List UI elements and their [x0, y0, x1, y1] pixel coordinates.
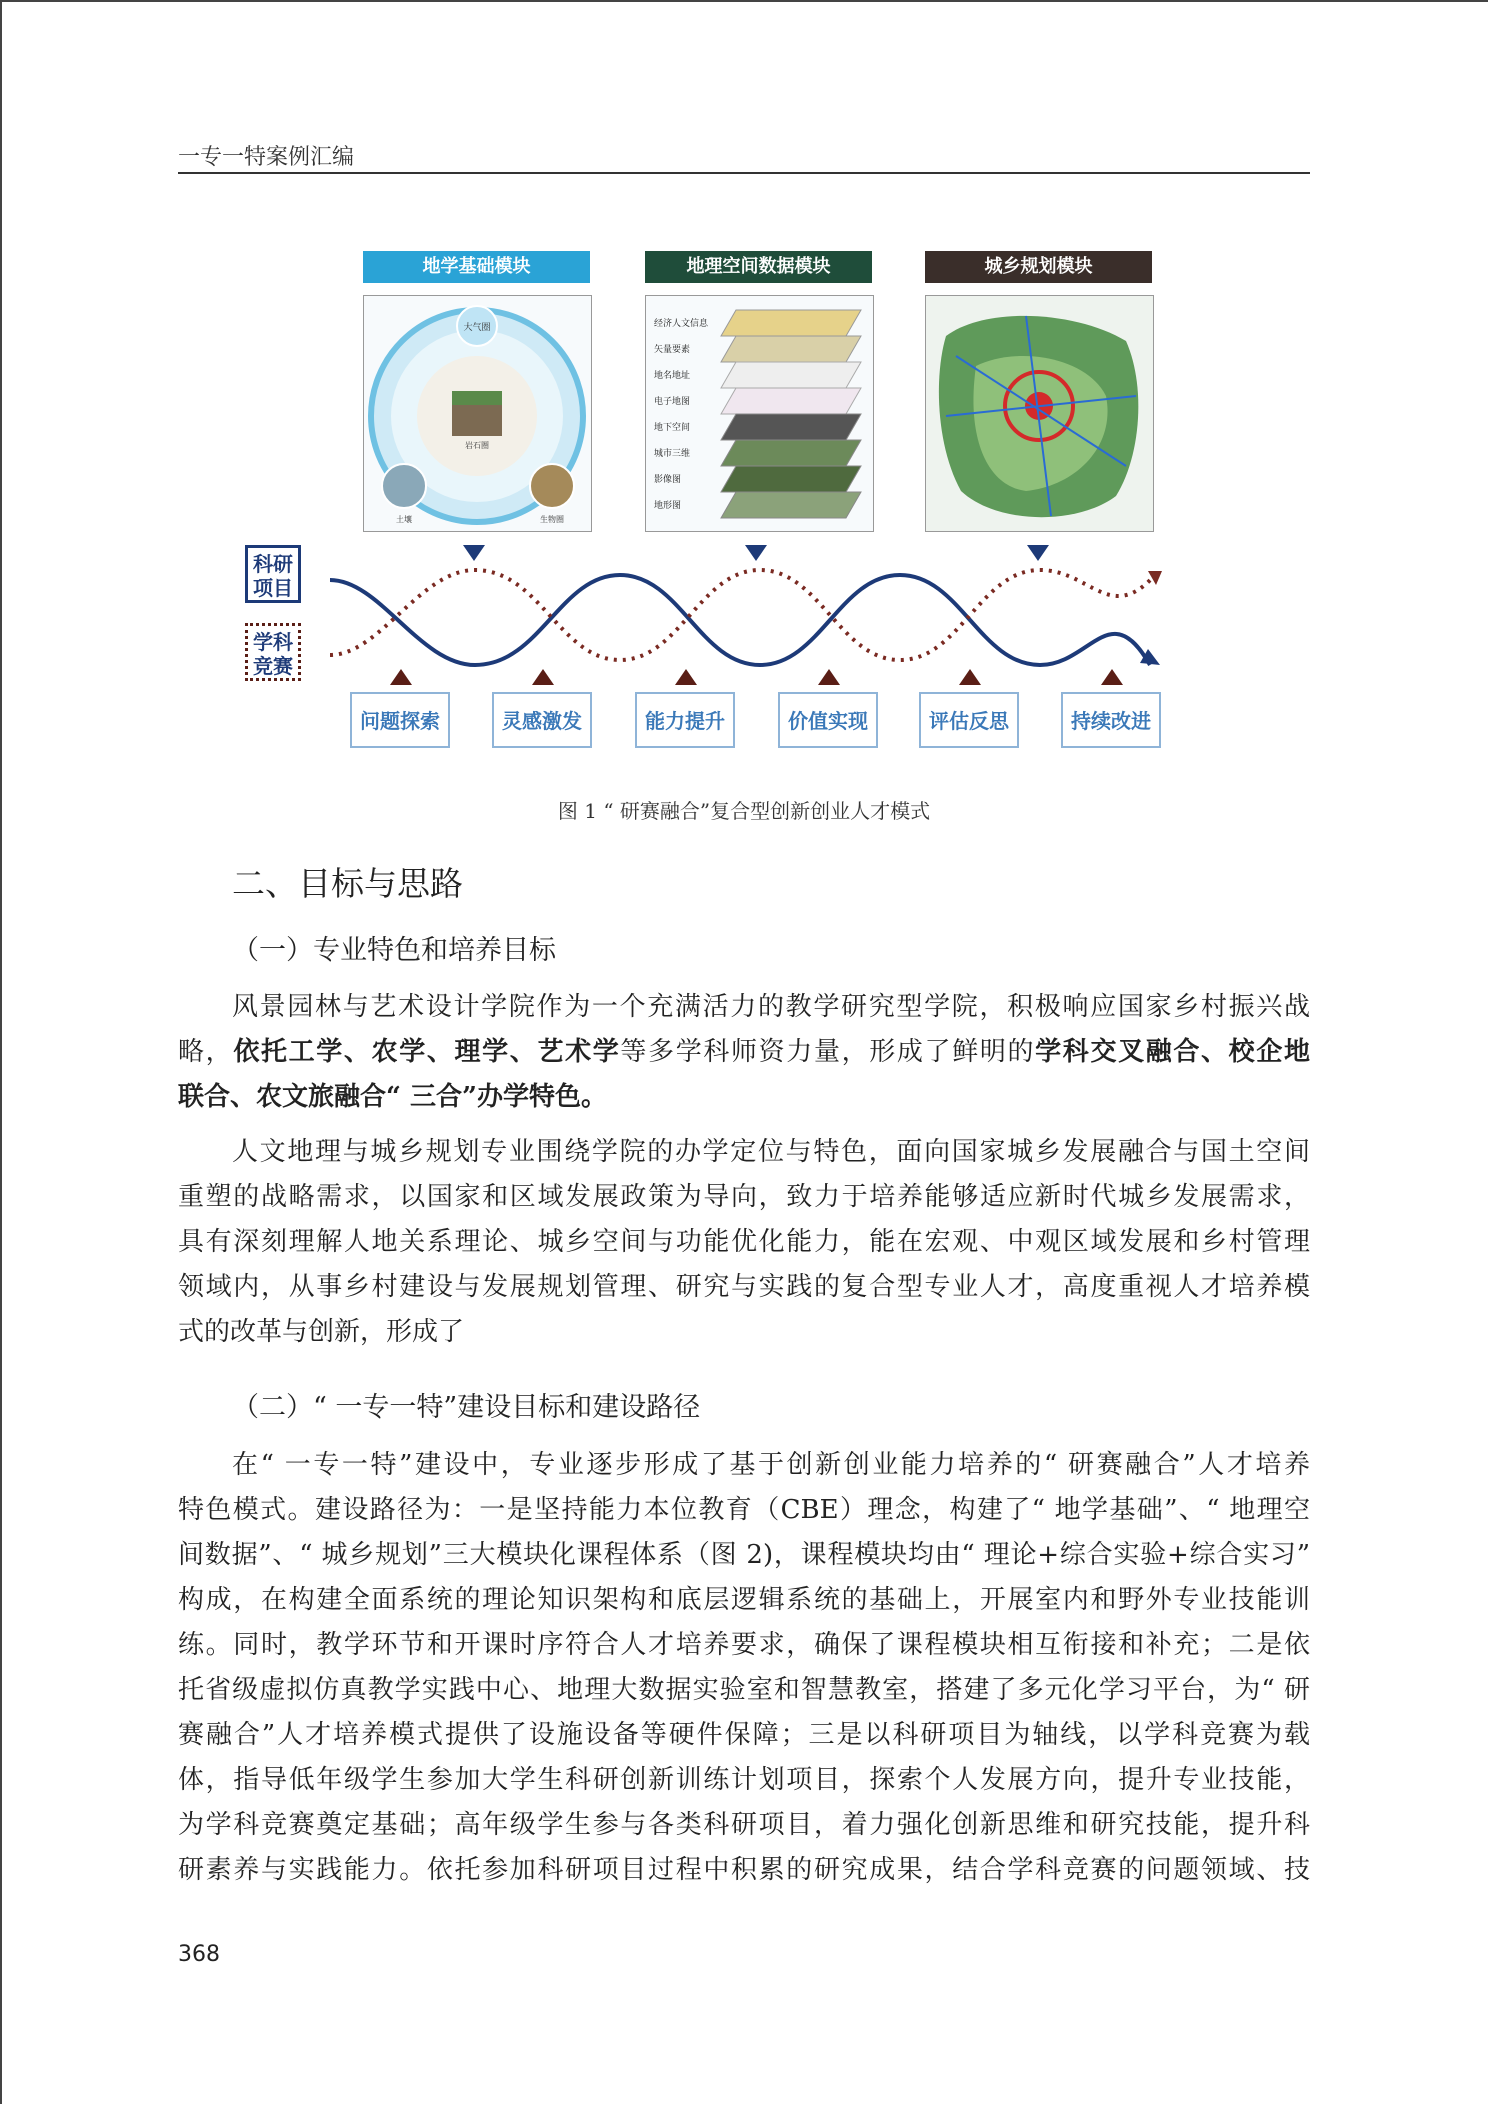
stage-problem-exploration: 问题探索 — [350, 692, 450, 748]
figure-1 — [230, 245, 1230, 765]
paragraph-3-line: 特色模式。建设路径为：一是坚持能力本位教育（CBE）理念，构建了“ 地学基础”、“ 地理空 — [178, 1495, 1310, 1525]
figure-caption: 图 1 “ 研赛融合”复合型创新创业人才模式 — [557, 799, 931, 823]
layer-label: 地下空间 — [654, 423, 691, 433]
module-title-spatial-data: 地理空间数据模块 — [645, 251, 872, 283]
down-arrow-1 — [463, 545, 485, 561]
layer-label: 城市三维 — [654, 449, 691, 459]
up-arrow-4 — [818, 669, 840, 685]
paragraph-1 — [178, 985, 1310, 1120]
paragraph-3 — [178, 1443, 1310, 1893]
subsection-heading-2: （二）“ 一专一特”建设目标和建设路径 — [232, 1392, 701, 1423]
flow-graphics — [230, 245, 1230, 765]
running-header: 一专一特案例汇编 — [178, 145, 355, 170]
paragraph-2-line: 领域内，从事乡村建设与发展规划管理、研究与实践的复合型专业人才，高度重视人才培养模 — [178, 1272, 1310, 1302]
module-title-urban-rural-planning: 城乡规划模块 — [925, 251, 1152, 283]
up-arrow-2 — [532, 669, 554, 685]
research-project-label: 科研项目 — [245, 545, 301, 603]
header-rule — [178, 172, 1310, 174]
paragraph-3-line: 练。同时，教学环节和开课时序符合人才培养要求，确保了课程模块相互衔接和补充；二是依 — [178, 1630, 1310, 1660]
bold-disciplines: 依托工学、农学、理学、艺术学 — [233, 1037, 621, 1067]
up-arrow-1 — [390, 669, 412, 685]
layer-label: 矢量要素 — [654, 345, 691, 355]
paragraph-3-line: 托省级虚拟仿真教学实践中心、地理大数据实验室和智慧教室，搭建了多元化学习平台，为“ 研 — [178, 1675, 1310, 1705]
stage-evaluation-reflection: 评估反思 — [919, 692, 1019, 748]
subsection-heading-1: （一）专业特色和培养目标 — [232, 935, 556, 966]
layer-label: 影像图 — [654, 475, 682, 485]
biosphere-label: 生物圈 — [540, 515, 564, 524]
up-arrow-3 — [675, 669, 697, 685]
paragraph-2 — [178, 1130, 1310, 1355]
research-wave — [330, 575, 1150, 665]
up-arrow-6 — [1101, 669, 1123, 685]
layer-label: 地名地址 — [654, 371, 691, 381]
paragraph-3-line: 赛融合”人才培养模式提供了设施设备等硬件保障；三是以科研项目为轴线，以学科竞赛为载 — [178, 1720, 1310, 1750]
paragraph-3-line: 在“ 一专一特”建设中，专业逐步形成了基于创新创业能力培养的“ 研赛融合”人才培养 — [232, 1450, 1310, 1480]
paragraph-3-line: 体，指导低年级学生参加大学生科研创新训练计划项目，探索个人发展方向，提升专业技能， — [178, 1765, 1310, 1795]
competition-label: 学科竞赛 — [245, 623, 301, 681]
paragraph-2-line: 式的改革与创新，形成了 — [178, 1317, 465, 1347]
paragraph-1-line-3: 联合、农文旅融合“ 三合”办学特色。 — [178, 1082, 607, 1112]
paragraph-3-line: 间数据”、“ 城乡规划”三大模块化课程体系（图 2)，课程模块均由“ 理论+综合实验+综合实习” — [178, 1540, 1310, 1570]
page-frame-top — [0, 0, 1488, 2]
stage-inspiration: 灵感激发 — [492, 692, 592, 748]
competition-wave — [330, 570, 1155, 660]
paragraph-1-line-1: 风景园林与艺术设计学院作为一个充满活力的教学研究型学院，积极响应国家乡村振兴战 — [232, 992, 1310, 1022]
paragraph-2-line: 人文地理与城乡规划专业围绕学院的办学定位与特色，面向国家城乡发展融合与国土空间 — [232, 1137, 1310, 1167]
paragraph-1-line-2: 略，依托工学、农学、理学、艺术学等多学科师资力量，形成了鲜明的学科交叉融合、校企地 — [178, 1037, 1310, 1067]
layer-label: 经济人文信息 — [654, 319, 709, 329]
layer-label: 电子地图 — [654, 397, 691, 407]
down-arrow-3 — [1027, 545, 1049, 561]
page-number: 368 — [178, 1942, 220, 1967]
down-arrow-2 — [745, 545, 767, 561]
atmosphere-label: 大气圈 — [463, 323, 491, 333]
section-heading: 二、目标与思路 — [232, 864, 463, 903]
stage-ability-improvement: 能力提升 — [635, 692, 735, 748]
layer-label: 地形图 — [654, 501, 682, 511]
rock-label: 岩石圈 — [465, 441, 489, 450]
module-title-geo-basics: 地学基础模块 — [363, 251, 590, 283]
soil-label: 土壤 — [396, 515, 412, 524]
paragraph-3-line: 研素养与实践能力。依托参加科研项目过程中积累的研究成果，结合学科竞赛的问题领域、技 — [178, 1855, 1310, 1885]
page-frame-left — [0, 0, 2, 2104]
paragraph-3-line: 构成，在构建全面系统的理论知识架构和底层逻辑系统的基础上，开展室内和野外专业技能训 — [178, 1585, 1310, 1615]
stage-continuous-improvement: 持续改进 — [1061, 692, 1161, 748]
stage-value-realization: 价值实现 — [778, 692, 878, 748]
paragraph-2-line: 重塑的战略需求，以国家和区域发展政策为导向，致力于培养能够适应新时代城乡发展需求， — [178, 1182, 1310, 1212]
paragraph-3-line: 为学科竞赛奠定基础；高年级学生参与各类科研项目，着力强化创新思维和研究技能，提升科 — [178, 1810, 1310, 1840]
up-arrow-5 — [959, 669, 981, 685]
bold-three-integrations: 学科交叉融合、校企地 — [1035, 1037, 1310, 1067]
paragraph-2-line: 具有深刻理解人地关系理论、城乡空间与功能优化能力，能在宏观、中观区域发展和乡村管理 — [178, 1227, 1310, 1257]
